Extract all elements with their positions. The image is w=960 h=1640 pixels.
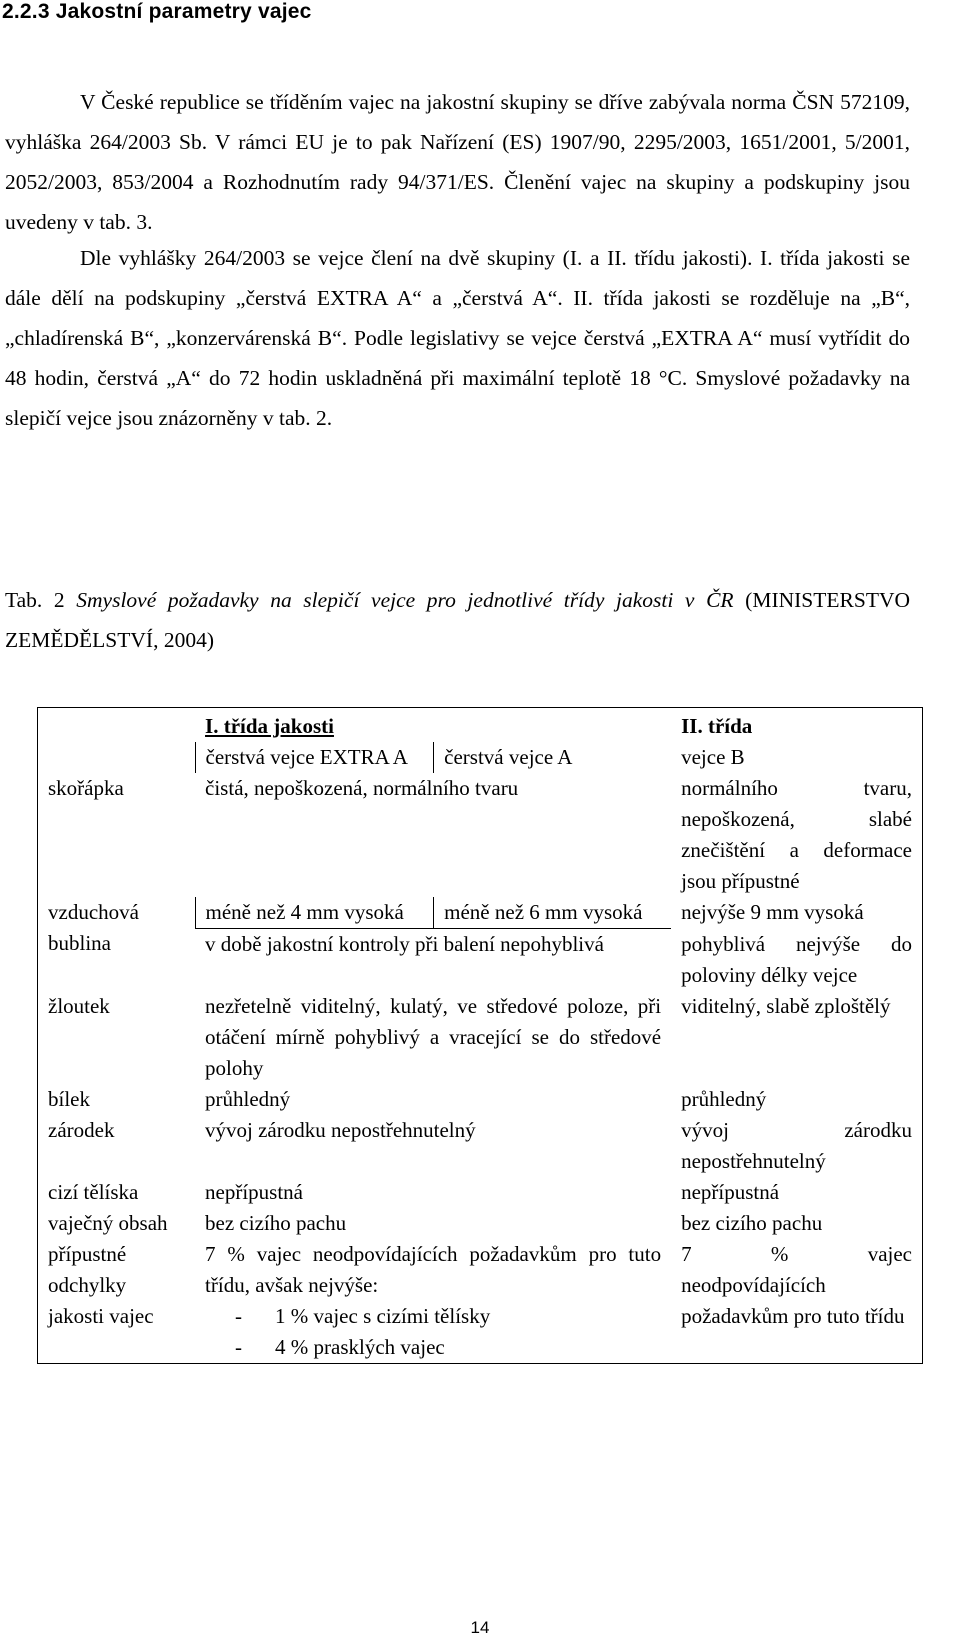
- table-corner-cell: [38, 708, 196, 743]
- row-label-yolk: žloutek: [48, 993, 110, 1018]
- row-label-content: vaječný obsah: [48, 1210, 168, 1235]
- shell-class-1: čistá, nepoškozená, normálního tvaru: [205, 776, 519, 800]
- row-label-deviation: přípustné odchylky jakosti vajec: [48, 1241, 154, 1328]
- content-class-1: bez cizího pachu: [205, 1210, 347, 1235]
- row-label-shell: skořápka: [48, 776, 124, 800]
- air-b: nejvýše 9 mm vysoká: [681, 900, 864, 924]
- deviation-class-2: 7 % vajec neodpovídajících požadavkům pro tuto třídu: [681, 1241, 912, 1328]
- paragraph-classes: Dle vyhlášky 264/2003 se vejce člení na dvě skupiny (I. a II. třídu jakosti). I. třída jakosti se dále dělí na podskupiny „čerstvá EXTRA A“ a „čerstvá A“. II. třída jakosti se rozděluje na „B“, „chladírenská B“, „konzervárenská B“. Podle legislativy se vejce čerstvá „EXTRA A“ musí vytřídit do 48 hodin, čerstvá „A“ do 72 hodin uskladněná při maximální teplotě 18 °C. Smyslové požadavky na slepičí vejce jsou znázorněny v tab. 2.: [5, 246, 910, 430]
- air-a: méně než 6 mm vysoká: [434, 897, 671, 929]
- foreign-class-1: nepřípustná: [205, 1179, 304, 1204]
- table-row: [38, 1239, 923, 1364]
- air-mobility-class-2: pohyblivá nejvýše do poloviny délky vejce: [681, 931, 912, 987]
- table-row: [38, 773, 923, 897]
- table-header-row: [38, 708, 923, 743]
- deviation-class-1: [195, 1239, 671, 1364]
- section-heading: 2.2.3 Jakostní parametry vajec: [2, 0, 312, 23]
- table-caption: [5, 580, 910, 660]
- page-number: 14: [470, 1618, 490, 1637]
- deviation-item-2: 4 % prasklých vajec: [275, 1334, 445, 1359]
- table-row: [38, 1084, 923, 1115]
- table-row: [38, 1177, 923, 1208]
- shell-class-2: normálního tvaru, nepoškozená, slabé znečištění a deformace jsou přípustné: [681, 776, 912, 893]
- paragraph-legislation: V České republice se tříděním vajec na jakostní skupiny se dříve zabývala norma ČSN 572109, vyhláška 264/2003 Sb. V rámci EU je to pak Nařízení (ES) 1907/90, 2295/2003, 1651/2001, 5/2001, 2052/2003, 853/2004 a Rozhodnutím rady 94/371/ES. Členění vajec na skupiny a podskupiny jsou uvedeny v tab. 3.: [5, 90, 910, 234]
- deviation-list: [205, 1301, 661, 1363]
- air-extra-a: méně než 4 mm vysoká: [195, 897, 434, 929]
- row-label-foreign: cizí tělíska: [48, 1179, 139, 1204]
- row-label-germ: zárodek: [48, 1117, 115, 1142]
- yolk-class-1: nezřetelně viditelný, kulatý, ve středové poloze, při otáčení mírně pohyblivý a vracející se do středové polohy: [205, 993, 662, 1080]
- header-class-1: I. třída jakosti: [205, 714, 334, 738]
- table-subheader-row: [38, 742, 923, 773]
- foreign-class-2: nepřípustná: [681, 1179, 780, 1204]
- subheader-b: vejce B: [681, 745, 745, 769]
- deviation-item-1: 1 % vajec s cizími tělísky: [275, 1303, 491, 1328]
- caption-source: (MINISTERSTVO ZEMĚDĚLSTVÍ, 2004): [5, 588, 911, 652]
- row-label-white: bílek: [48, 1086, 90, 1111]
- row-label-air: vzduchová bublina: [48, 900, 139, 955]
- table-row: [38, 1115, 923, 1177]
- quality-table: [37, 707, 923, 1364]
- caption-prefix: Tab. 2: [5, 588, 65, 612]
- table-row: [38, 991, 923, 1084]
- table-row: [38, 897, 923, 929]
- list-item: [235, 1301, 661, 1332]
- table-row: [38, 1208, 923, 1239]
- white-class-2: průhledný: [681, 1086, 767, 1111]
- white-class-1: průhledný: [205, 1086, 291, 1111]
- deviation-class-1-text: 7 % vajec neodpovídajících požadavkům pro tuto třídu, avšak nejvýše:: [205, 1241, 662, 1297]
- yolk-class-2: viditelný, slabě zploštělý: [681, 993, 891, 1018]
- germ-class-2: vývoj zárodku nepostřehnutelný: [681, 1117, 912, 1173]
- caption-title: Smyslové požadavky na slepičí vejce pro jednotlivé třídy jakosti v ČR: [76, 588, 734, 612]
- header-class-2: II. třída: [681, 714, 753, 738]
- content-class-2: bez cizího pachu: [681, 1210, 823, 1235]
- subheader-extra-a: čerstvá vejce EXTRA A: [195, 742, 434, 773]
- air-mobility-class-1: v době jakostní kontroly při balení nepohyblivá: [205, 932, 604, 956]
- germ-class-1: vývoj zárodku nepostřehnutelný: [205, 1117, 476, 1142]
- list-item: [235, 1332, 661, 1363]
- table-subheader-blank: [38, 742, 196, 773]
- subheader-a: čerstvá vejce A: [434, 742, 671, 773]
